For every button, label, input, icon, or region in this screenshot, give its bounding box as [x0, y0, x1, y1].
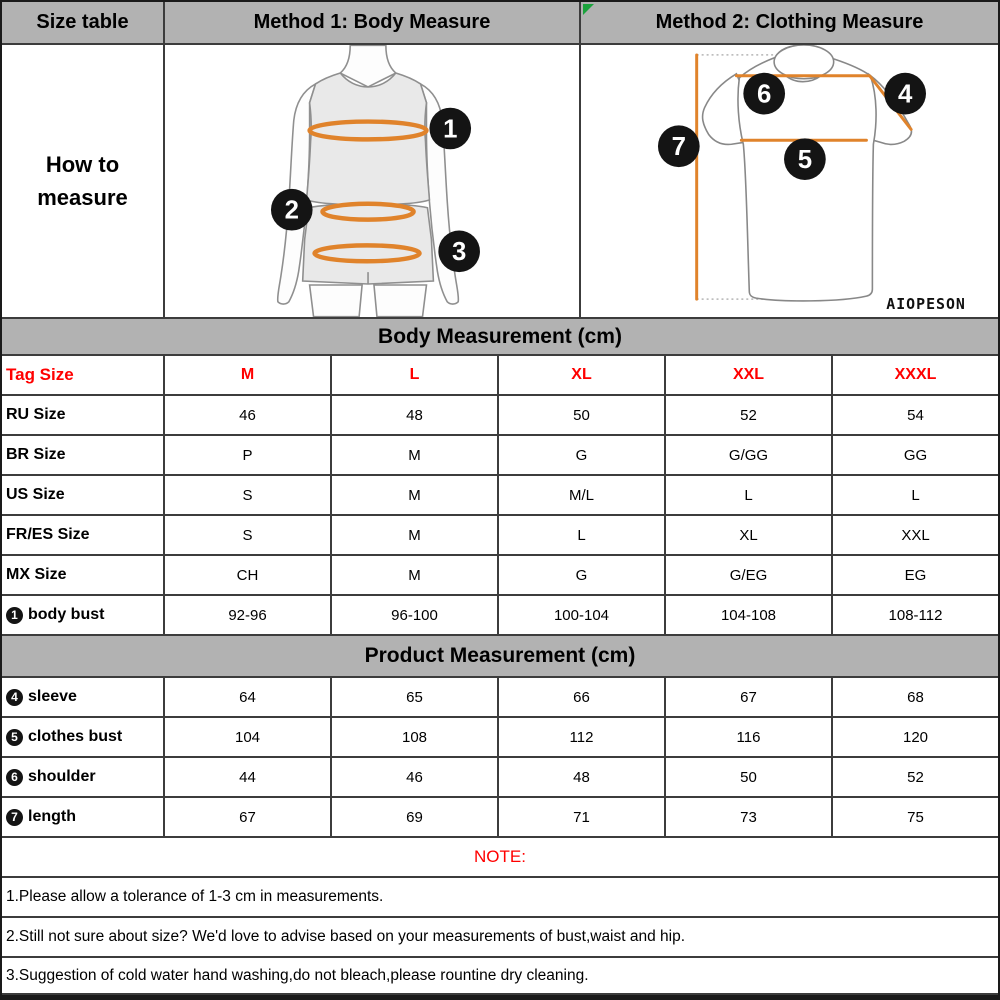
cell-mx-xl: G [499, 556, 666, 594]
cell-bust-xxl: 104-108 [666, 596, 833, 634]
row-label-length [2, 798, 165, 836]
cell-us-xxxl: L [911, 486, 920, 504]
cell-fres-xxl: XL [666, 516, 833, 554]
cell-ru-xxxl: 54 [907, 406, 924, 424]
row-label-text: shoulder [28, 768, 96, 785]
svg-text:5: 5 [797, 146, 813, 175]
cell-mx-m: CH [165, 556, 332, 594]
cell-cbust-l: 108 [332, 718, 499, 756]
size-column-m: M [165, 356, 332, 394]
svg-text:1: 1 [443, 115, 458, 144]
row-label-text: sleeve [28, 688, 77, 705]
cell-ru-xl: 50 [499, 396, 666, 434]
cell-mx-xxxl: EG [904, 566, 927, 584]
note-1: 1.Please allow a tolerance of 1-3 cm in measurements. [6, 888, 384, 905]
note-row-3 [2, 958, 998, 995]
method2-title: Method 2: Clothing Measure [581, 2, 998, 43]
table-row-body-bust [2, 596, 998, 636]
marker-4-icon [884, 73, 926, 115]
cell-ru-l: 48 [332, 396, 499, 434]
cell-br-xxl: G/GG [666, 436, 833, 474]
product-measurement-title: Product Measurement (cm) [2, 636, 998, 676]
cell-sleeve-xl: 66 [499, 678, 666, 716]
cell-bust-m: 92-96 [165, 596, 332, 634]
how-to-measure-label [2, 45, 165, 317]
note-title: NOTE: [474, 847, 526, 866]
cell-length-xxxl: 75 [907, 808, 924, 826]
row-label-text: body bust [28, 606, 105, 623]
size-column-xxl: XXL [666, 356, 833, 394]
svg-text:7: 7 [671, 133, 686, 162]
cell-cbust-xl: 112 [499, 718, 666, 756]
size-column-xl: XL [499, 356, 666, 394]
cell-bust-l: 96-100 [332, 596, 499, 634]
cell-length-l: 69 [332, 798, 499, 836]
cell-cbust-xxxl: 120 [902, 728, 929, 746]
circled-number-4-icon: 4 [6, 689, 23, 706]
row-label-text: length [28, 808, 76, 825]
note-3: 3.Suggestion of cold water hand washing,do not bleach,please rountine dry cleaning. [6, 966, 589, 984]
body-measurement-title: Body Measurement (cm) [2, 319, 998, 354]
body-measure-illustration [165, 45, 581, 317]
cell-sleeve-xxl: 67 [666, 678, 833, 716]
cell-shoulder-xxxl: 52 [907, 768, 924, 786]
note-row-2 [2, 918, 998, 958]
row-label-us-size: US Size [2, 476, 165, 514]
cell-shoulder-xxl: 50 [666, 758, 833, 796]
cell-ru-xxl: 52 [666, 396, 833, 434]
cell-br-xl: G [499, 436, 666, 474]
how-to-line1: How to [45, 152, 120, 177]
note-row-1 [2, 878, 998, 918]
cell-length-xxl: 73 [666, 798, 833, 836]
cell-br-l: M [332, 436, 499, 474]
svg-text:4: 4 [897, 80, 913, 109]
how-to-line2: measure [37, 185, 128, 210]
marker-3-icon [438, 231, 480, 273]
row-label-shoulder [2, 758, 165, 796]
tag-size-row [2, 356, 998, 396]
table-row-length [2, 798, 998, 838]
circled-number-7-icon: 7 [6, 809, 23, 826]
marker-5-icon [784, 138, 826, 180]
cell-sleeve-m: 64 [165, 678, 332, 716]
cell-shoulder-xl: 48 [499, 758, 666, 796]
row-label-fres-size: FR/ES Size [2, 516, 165, 554]
row-label-br-size: BR Size [2, 436, 165, 474]
row-label-mx-size: MX Size [2, 556, 165, 594]
cell-length-m: 67 [165, 798, 332, 836]
cell-sleeve-l: 65 [332, 678, 499, 716]
circled-number-5-icon: 5 [6, 729, 23, 746]
note-2: 2.Still not sure about size? We'd love to advise based on your measurements of bust,waist and hip. [6, 928, 686, 945]
svg-text:3: 3 [451, 238, 467, 267]
circled-number-6-icon: 6 [6, 769, 23, 786]
cell-br-xxxl: GG [903, 446, 928, 464]
marker-1-icon [429, 108, 471, 150]
table-row-mx-size [2, 556, 998, 596]
cell-cbust-m: 104 [165, 718, 332, 756]
brand-text: AIOPESON [886, 295, 966, 314]
row-label-body-bust [2, 596, 165, 634]
size-column-l: L [332, 356, 499, 394]
note-title-row [2, 838, 998, 878]
green-corner-marker-icon [583, 4, 594, 15]
cell-sleeve-xxxl: 68 [907, 688, 924, 706]
svg-text:6: 6 [757, 80, 772, 109]
circled-number-1-icon: 1 [6, 607, 23, 624]
top-header-row [2, 2, 998, 45]
cell-bust-xxxl: 108-112 [888, 606, 943, 624]
marker-2-icon [271, 189, 313, 231]
row-label-sleeve [2, 678, 165, 716]
svg-text:2: 2 [284, 196, 299, 225]
body-figure-icon [165, 45, 579, 317]
cell-fres-xl: L [499, 516, 666, 554]
size-column-xxxl: XXXL [894, 366, 937, 383]
cell-mx-xxl: G/EG [666, 556, 833, 594]
table-row-fres-size [2, 516, 998, 556]
product-measurement-band [2, 636, 998, 678]
table-row-shoulder [2, 758, 998, 798]
cell-us-l: M [332, 476, 499, 514]
row-label-text: clothes bust [28, 728, 123, 745]
cell-length-xl: 71 [499, 798, 666, 836]
cell-us-xl: M/L [499, 476, 666, 514]
marker-7-icon [658, 125, 700, 167]
table-row-sleeve [2, 678, 998, 718]
clothing-measure-illustration [581, 45, 998, 317]
body-measurement-band [2, 319, 998, 356]
table-row-ru-size [2, 396, 998, 436]
cell-fres-xxxl: XXL [901, 526, 930, 544]
tshirt-figure-icon [581, 45, 998, 317]
cell-shoulder-l: 46 [332, 758, 499, 796]
cell-mx-l: M [332, 556, 499, 594]
cell-br-m: P [165, 436, 332, 474]
marker-6-icon [743, 73, 785, 115]
cell-us-m: S [165, 476, 332, 514]
illustration-row [2, 45, 998, 319]
tag-size-label: Tag Size [2, 356, 165, 394]
cell-bust-xl: 100-104 [499, 596, 666, 634]
cell-us-xxl: L [666, 476, 833, 514]
cell-ru-m: 46 [165, 396, 332, 434]
method1-title: Method 1: Body Measure [165, 2, 581, 43]
table-row-br-size [2, 436, 998, 476]
cell-shoulder-m: 44 [165, 758, 332, 796]
row-label-clothes-bust [2, 718, 165, 756]
table-row-clothes-bust [2, 718, 998, 758]
cell-cbust-xxl: 116 [666, 718, 833, 756]
cell-fres-l: M [332, 516, 499, 554]
size-table-title: Size table [2, 2, 165, 43]
row-label-ru-size: RU Size [2, 396, 165, 434]
table-row-us-size [2, 476, 998, 516]
cell-fres-m: S [165, 516, 332, 554]
